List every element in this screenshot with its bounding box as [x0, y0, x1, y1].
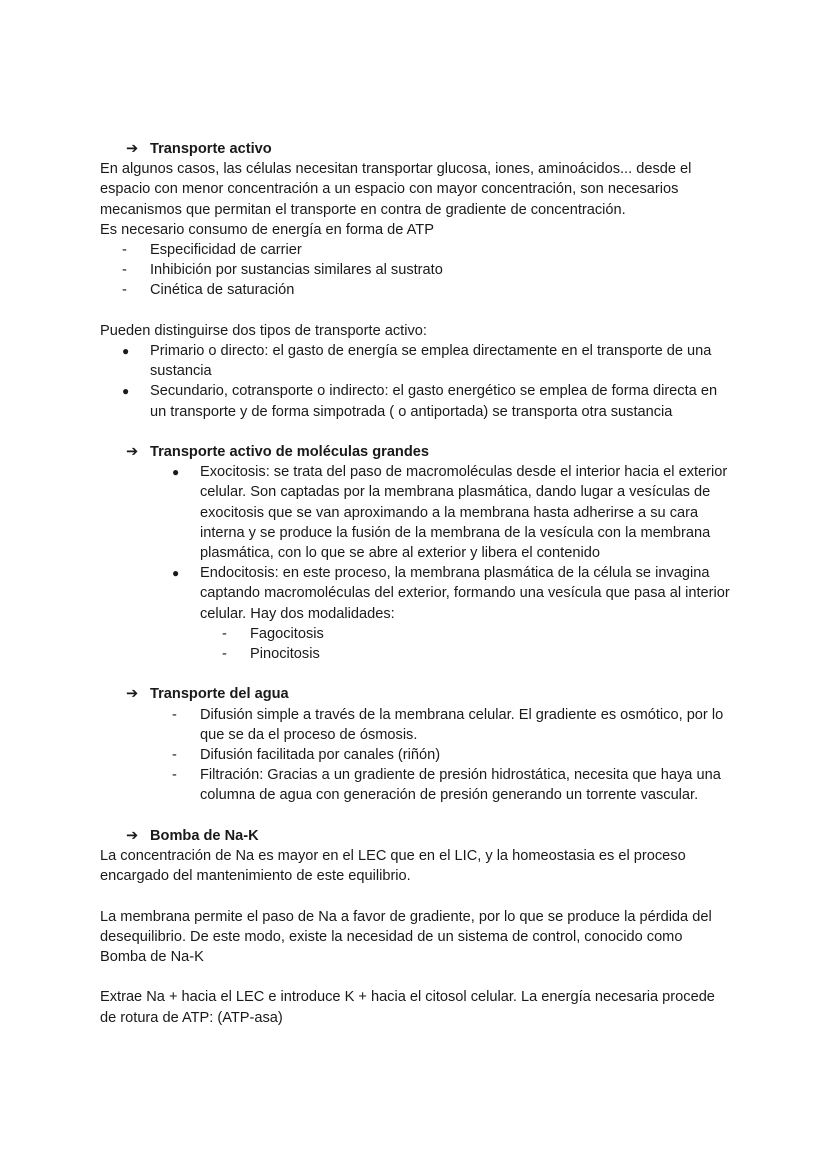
- section-heading-transporte-agua: [126, 684, 732, 704]
- list-item: - Fagocitosis: [222, 624, 732, 644]
- paragraph: Es necesario consumo de energía en forma de ATP: [100, 221, 434, 238]
- heading-text: Transporte activo: [150, 141, 272, 157]
- list-item: - Pinocitosis: [222, 644, 732, 664]
- heading-text: Bomba de Na-K: [150, 827, 259, 844]
- dash-icon: -: [172, 706, 177, 723]
- list-item: - Filtración: Gracias a un gradiente de presión hidrostática, necesita que haya una columna de agua con generación de presión generando un torrente vascular.: [172, 767, 721, 804]
- dash-list: [100, 705, 732, 806]
- paragraph: La concentración de Na es mayor en el LEC que en el LIC, y la homeostasia es el proceso encargado del mantenimiento de este equilibrio.: [100, 848, 686, 885]
- heading-text: Transporte activo de moléculas grandes: [150, 444, 429, 461]
- list-item: ● Secundario, cotransporte o indirecto: el gasto energético se emplea de forma directa en un transporte y de forma simpotrada ( o antiportada) se transporta otra sustancia: [122, 383, 718, 420]
- list-item: - Difusión facilitada por canales (riñón): [172, 745, 732, 765]
- paragraph: Pueden distinguirse dos tipos de transporte activo:: [100, 322, 427, 339]
- arrow-icon: ➔: [126, 444, 139, 461]
- list-item: - Inhibición por sustancias similares al sustrato: [122, 260, 732, 280]
- bullet-icon: ●: [122, 344, 130, 359]
- arrow-icon: ➔: [126, 686, 139, 703]
- dash-icon: -: [172, 747, 177, 764]
- list-item: - Especificidad de carrier: [122, 240, 732, 260]
- heading-text: Transporte del agua: [150, 686, 289, 703]
- section-heading-moleculas-grandes: [126, 442, 732, 462]
- document-content: [100, 139, 732, 1028]
- list-item: ● Endocitosis: en este proceso, la membrana plasmática de la célula se invagina captando macromoléculas del exterior, formando una vesícula que pasa al interior celular. Hay dos modalidades:: [172, 565, 730, 622]
- list-item: ● Exocitosis: se trata del paso de macromoléculas desde el interior hacia el exterior celular. Son captadas por la membrana plasmática, dando lugar a vesículas de exocitosis que se van aproximando a la membrana hasta adherirse a su cara interna y se produce la fusión de la membrana de la vesícula con la membrana plasmática, con lo que se abre al exterior y libera el contenido: [172, 464, 728, 562]
- dash-sublist: [100, 624, 732, 664]
- list-item: ● Primario o directo: el gasto de energía se emplea directamente en el transporte de una sustancia: [122, 343, 712, 380]
- dash-icon: -: [122, 262, 127, 279]
- list-item: - Difusión simple a través de la membrana celular. El gradiente es osmótico, por lo que se da el proceso de ósmosis.: [172, 706, 724, 743]
- dash-list: [100, 240, 732, 301]
- dash-icon: -: [222, 625, 227, 642]
- bullet-icon: ●: [122, 384, 130, 399]
- paragraph: La membrana permite el paso de Na a favor de gradiente, por lo que se produce la pérdida del desequilibrio. De este modo, existe la necesidad de un sistema de control, conocido como Bomba de Na-K: [100, 908, 712, 966]
- section-heading-bomba-na-k: [126, 826, 732, 846]
- dash-icon: -: [172, 767, 177, 784]
- list-item: - Cinética de saturación: [122, 280, 732, 300]
- paragraph: Extrae Na + hacia el LEC e introduce K + hacia el citosol celular. La energía necesaria procede de rotura de ATP: (ATP-asa): [100, 989, 715, 1026]
- arrow-icon: ➔: [126, 141, 139, 157]
- paragraph: En algunos casos, las células necesitan transportar glucosa, iones, aminoácidos... desde el espacio con menor concentración a un espacio con mayor concentración, son necesarios mecanismos que permitan el transporte en contra de gradiente de concentración.: [100, 161, 692, 218]
- bullet-list: [100, 462, 732, 624]
- bullet-list: [100, 341, 732, 422]
- dash-icon: -: [122, 282, 127, 299]
- bullet-icon: ●: [172, 566, 180, 581]
- dash-icon: -: [222, 646, 227, 663]
- bullet-icon: ●: [172, 465, 180, 480]
- arrow-icon: ➔: [126, 827, 139, 844]
- section-heading-transporte-activo: [126, 139, 732, 159]
- dash-icon: -: [122, 242, 127, 259]
